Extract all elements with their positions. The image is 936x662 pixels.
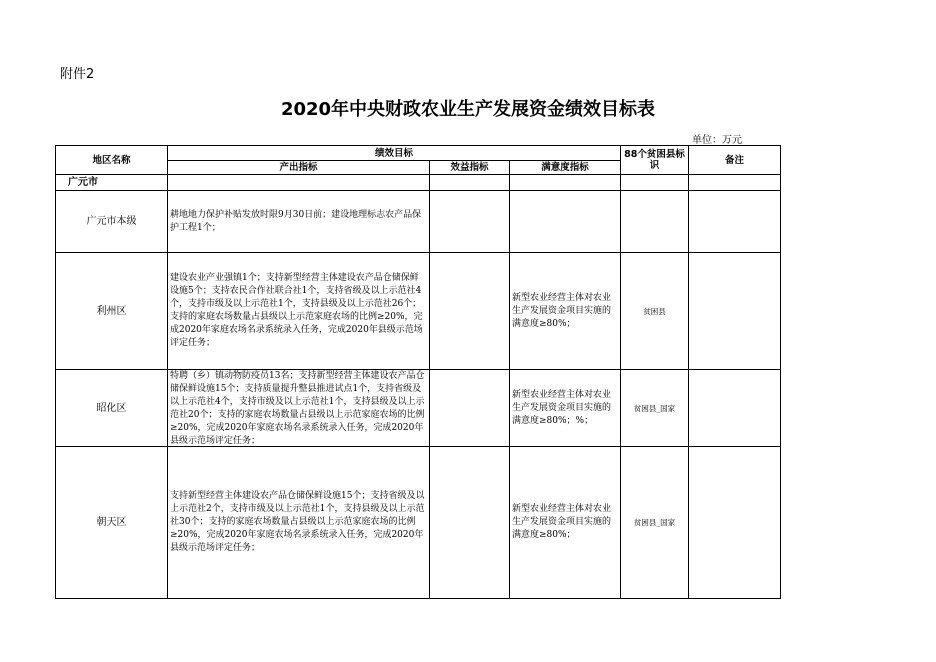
region-name: 利州区 bbox=[56, 253, 168, 370]
city-name: 广元市 bbox=[56, 175, 168, 191]
poor-county-flag: 贫困县_国家 bbox=[621, 447, 689, 599]
table-row bbox=[56, 253, 781, 370]
remark bbox=[689, 447, 781, 599]
performance-table bbox=[55, 145, 781, 599]
header-performance: 绩效目标 bbox=[168, 146, 621, 161]
header-remark: 备注 bbox=[689, 146, 781, 175]
remark bbox=[689, 253, 781, 370]
header-benefit: 效益指标 bbox=[430, 161, 510, 175]
benefit-indicator bbox=[430, 191, 510, 253]
remark bbox=[689, 370, 781, 447]
remark bbox=[689, 191, 781, 253]
header-poor-county: 88个贫困县标识 bbox=[621, 146, 689, 175]
output-indicator-text: 特聘（乡）镇动物防疫员13名；支持新型经营主体建设农产品仓储保鲜设施15个；支持质量提升整县推进试点1个，支持省级及以上示范社4个，支持市级及以上示范社1个，支持县级及以上示范社20个；支持的家庭农场数量占县级以上示范家庭农场的比例≥20%，完成2020年家庭农场名录系统录入任务，完成2020年县级示范场评定任务； bbox=[170, 371, 425, 446]
city-remark-cell bbox=[689, 175, 781, 191]
table-row bbox=[56, 370, 781, 447]
benefit-indicator bbox=[430, 370, 510, 447]
output-indicator: 耕地地力保护补贴发放时限9月30日前；建设地理标志农产品保护工程1个； bbox=[168, 191, 430, 253]
city-benefit-cell bbox=[430, 175, 510, 191]
satisfaction-indicator bbox=[510, 191, 621, 253]
satisfaction-indicator: 新型农业经营主体对农业生产发展资金项目实施的满意度≥80%；%； bbox=[510, 370, 621, 447]
poor-county-flag bbox=[621, 191, 689, 253]
satisfaction-indicator: 新型农业经营主体对农业生产发展资金项目实施的满意度≥80%； bbox=[510, 253, 621, 370]
output-indicator: 建设农业产业强镇1个；支持新型经营主体建设农产品仓储保鲜设施5个；支持农民合作社联合社1个，支持省级及以上示范社4个，支持市级及以上示范社1个，支持县级及以上示范社26个；支持的家庭农场数量占县级以上示范家庭农场的比例≥20%，完成2020年家庭农场名录系统录入任务，完成2020年县级示范场评定任务； bbox=[168, 253, 430, 370]
output-indicator: 支持新型经营主体建设农产品仓储保鲜设施15个；支持省级及以上示范社2个，支持市级及以上示范社1个，支持县级及以上示范社30个；支持的家庭农场数量占县级以上示范家庭农场的比例≥20%，完成2020年家庭农场名录系统录入任务，完成2020年县级示范场评定任务； bbox=[168, 447, 430, 599]
table-row bbox=[56, 447, 781, 599]
city-output-cell bbox=[168, 175, 430, 191]
page-title: 2020年中央财政农业生产发展资金绩效目标表 bbox=[280, 99, 656, 120]
output-indicator bbox=[168, 370, 430, 447]
region-name: 朝天区 bbox=[56, 447, 168, 599]
benefit-indicator bbox=[430, 253, 510, 370]
region-name: 广元市本级 bbox=[56, 191, 168, 253]
unit-label: 单位：万元 bbox=[692, 135, 742, 146]
header-output: 产出指标 bbox=[168, 161, 430, 175]
header-satisfaction: 满意度指标 bbox=[510, 161, 621, 175]
attachment-label: 附件2 bbox=[60, 67, 95, 82]
city-poor-cell bbox=[621, 175, 689, 191]
header-region: 地区名称 bbox=[56, 146, 168, 175]
city-satisfaction-cell bbox=[510, 175, 621, 191]
region-name: 昭化区 bbox=[56, 370, 168, 447]
table-row bbox=[56, 191, 781, 253]
poor-county-flag: 贫困县_国家 bbox=[621, 370, 689, 447]
benefit-indicator bbox=[430, 447, 510, 599]
satisfaction-indicator: 新型农业经营主体对农业生产发展资金项目实施的满意度≥80%； bbox=[510, 447, 621, 599]
poor-county-flag: 贫困县 bbox=[621, 253, 689, 370]
